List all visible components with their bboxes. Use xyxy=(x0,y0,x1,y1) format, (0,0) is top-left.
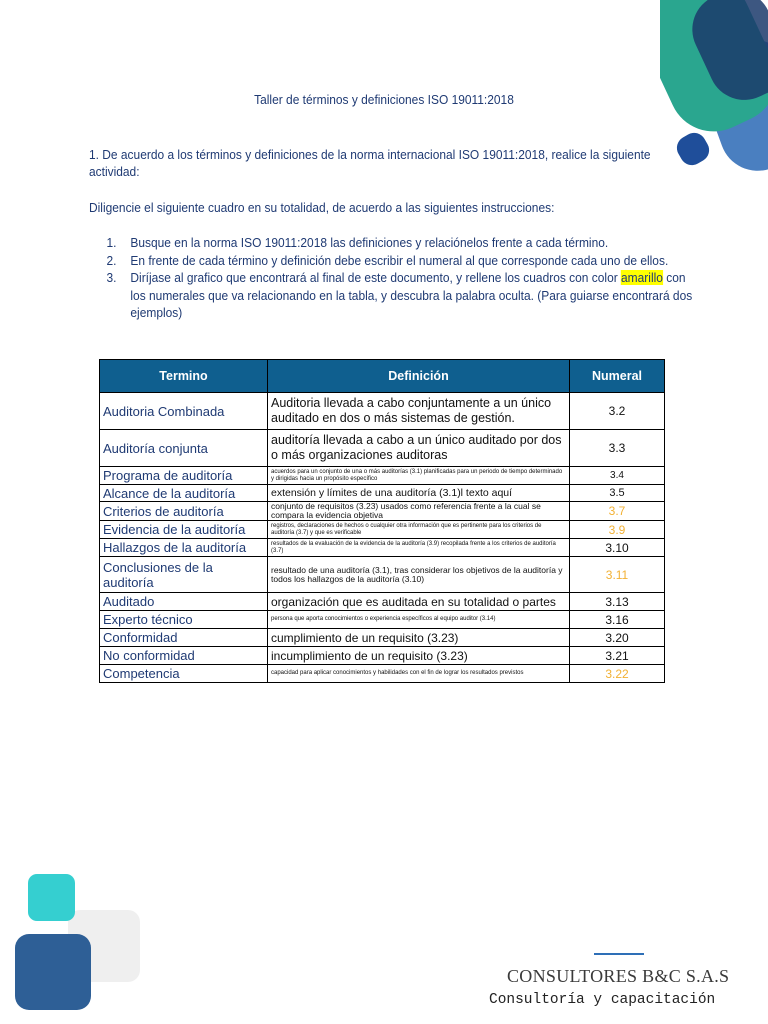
term-cell: No conformidad xyxy=(100,647,268,665)
definition-cell: extensión y límites de una auditoría (3.1)l texto aquí xyxy=(268,485,570,502)
numeral-cell: 3.3 xyxy=(570,430,665,467)
step-text-post: con los numerales que va relacionando en la tabla, y descubra la palabra oculta. (Para guiarse encontrará dos ejemplos) xyxy=(130,270,693,320)
definition-cell: resultado de una auditoría (3.1), tras considerar los objetivos de la auditoría y todos los hallazgos de la auditoría (3.10) xyxy=(268,557,570,593)
numeral-cell: 3.4 xyxy=(570,467,665,485)
definition-cell: conjunto de requisitos (3.23) usados como referencia frente a la cual se compara la evidencia objetiva xyxy=(268,502,570,521)
term-cell: Auditado xyxy=(100,593,268,611)
table-row xyxy=(100,467,665,485)
decorative-shapes-bottom xyxy=(10,868,145,1018)
terms-table xyxy=(99,359,665,683)
term-cell: Conclusiones de la auditoría xyxy=(100,557,268,593)
term-cell: Auditoría conjunta xyxy=(100,430,268,467)
table-row xyxy=(100,647,665,665)
document-title: Taller de términos y definiciones ISO 19011:2018 xyxy=(254,92,514,107)
definition-cell: acuerdos para un conjunto de una o más auditorías (3.1) planificadas para un periodo de tiempo determinado y dirigidas hacia un propósito específico xyxy=(268,467,570,485)
definition-cell: organización que es auditada en su totalidad o partes xyxy=(268,593,570,611)
company-tagline: Consultoría y capacitación xyxy=(489,992,716,1008)
deco-cyan-square xyxy=(28,874,75,921)
definition-cell: persona que aporta conocimientos o experiencia específicos al equipo auditor (3.14) xyxy=(268,611,570,629)
table-row xyxy=(100,521,665,539)
step-text: Busque en la norma ISO 19011:2018 las definiciones y relaciónelos frente a cada término. xyxy=(130,235,609,250)
step-number: 3. xyxy=(106,270,117,285)
step-number: 1. xyxy=(106,235,117,250)
term-cell: Conformidad xyxy=(100,629,268,647)
header-definition: Definición xyxy=(268,360,570,393)
instruction-step-1 xyxy=(106,234,700,252)
table-row xyxy=(100,593,665,611)
table-header-row xyxy=(100,360,665,393)
term-cell: Alcance de la auditoría xyxy=(100,485,268,502)
table-row xyxy=(100,629,665,647)
table-row xyxy=(100,665,665,683)
numeral-cell: 3.11 xyxy=(570,557,665,593)
numeral-cell: 3.16 xyxy=(570,611,665,629)
definition-cell: capacidad para aplicar conocimientos y habilidades con el fin de lograr los resultados previstos xyxy=(268,665,570,683)
term-cell: Criterios de auditoría xyxy=(100,502,268,521)
decorative-shapes-top xyxy=(660,0,768,175)
definition-cell: resultados de la evaluación de la evidencia de la auditoría (3.9) recopilada frente a los criterios de auditoría (3.7) xyxy=(268,539,570,557)
instruction-step-2 xyxy=(106,252,700,270)
numeral-cell: 3.20 xyxy=(570,629,665,647)
instruction-step-3 xyxy=(106,269,700,322)
numeral-cell: 3.7 xyxy=(570,502,665,521)
table-row xyxy=(100,430,665,467)
table-row xyxy=(100,502,665,521)
term-cell: Competencia xyxy=(100,665,268,683)
term-cell: Evidencia de la auditoría xyxy=(100,521,268,539)
numeral-cell: 3.13 xyxy=(570,593,665,611)
term-cell: Hallazgos de la auditoría xyxy=(100,539,268,557)
term-cell: Experto técnico xyxy=(100,611,268,629)
term-cell: Auditoria Combinada xyxy=(100,393,268,430)
deco-blue-square xyxy=(15,934,91,1010)
definition-cell: auditoría llevada a cabo a un único auditado por dos o más organizaciones auditoras xyxy=(268,430,570,467)
instruction-lead: Diligencie el siguiente cuadro en su totalidad, de acuerdo a las siguientes instrucciones: xyxy=(89,200,555,215)
company-name: CONSULTORES B&C S.A.S xyxy=(507,966,730,986)
term-cell: Programa de auditoría xyxy=(100,467,268,485)
numeral-cell: 3.21 xyxy=(570,647,665,665)
footer-accent-line xyxy=(594,953,644,957)
table-row xyxy=(100,539,665,557)
intro-paragraph: 1. De acuerdo a los términos y definiciones de la norma internacional ISO 19011:2018, realice la siguiente actividad: xyxy=(89,147,651,179)
numeral-cell: 3.10 xyxy=(570,539,665,557)
header-term: Termino xyxy=(100,360,268,393)
numeral-cell: 3.22 xyxy=(570,665,665,683)
table-row xyxy=(100,485,665,502)
definition-cell: Auditoria llevada a cabo conjuntamente a un único auditado en dos o más sistemas de gestión. xyxy=(268,393,570,430)
step-text: En frente de cada término y definición debe escribir el numeral al que corresponde cada uno de ellos. xyxy=(130,252,669,268)
definition-cell: cumplimiento de un requisito (3.23) xyxy=(268,629,570,647)
numeral-cell: 3.5 xyxy=(570,485,665,502)
instruction-list xyxy=(89,234,701,322)
definition-cell: registros, declaraciones de hechos o cualquier otra información que es pertinente para los criterios de auditoría (3.7) y que es verificable xyxy=(268,521,570,539)
table-row xyxy=(100,557,665,593)
table-row xyxy=(100,611,665,629)
table-row xyxy=(100,393,665,430)
step-text-pre: Diríjase al grafico que encontrará al final de este documento, y rellene los cuadros con color xyxy=(130,270,622,285)
deco-dark-dot xyxy=(673,129,714,170)
numeral-cell: 3.9 xyxy=(570,521,665,539)
step-number: 2. xyxy=(106,252,117,268)
definition-cell: incumplimiento de un requisito (3.23) xyxy=(268,647,570,665)
header-numeral: Numeral xyxy=(570,360,665,393)
numeral-cell: 3.2 xyxy=(570,393,665,430)
highlighted-word: amarillo xyxy=(621,270,663,285)
